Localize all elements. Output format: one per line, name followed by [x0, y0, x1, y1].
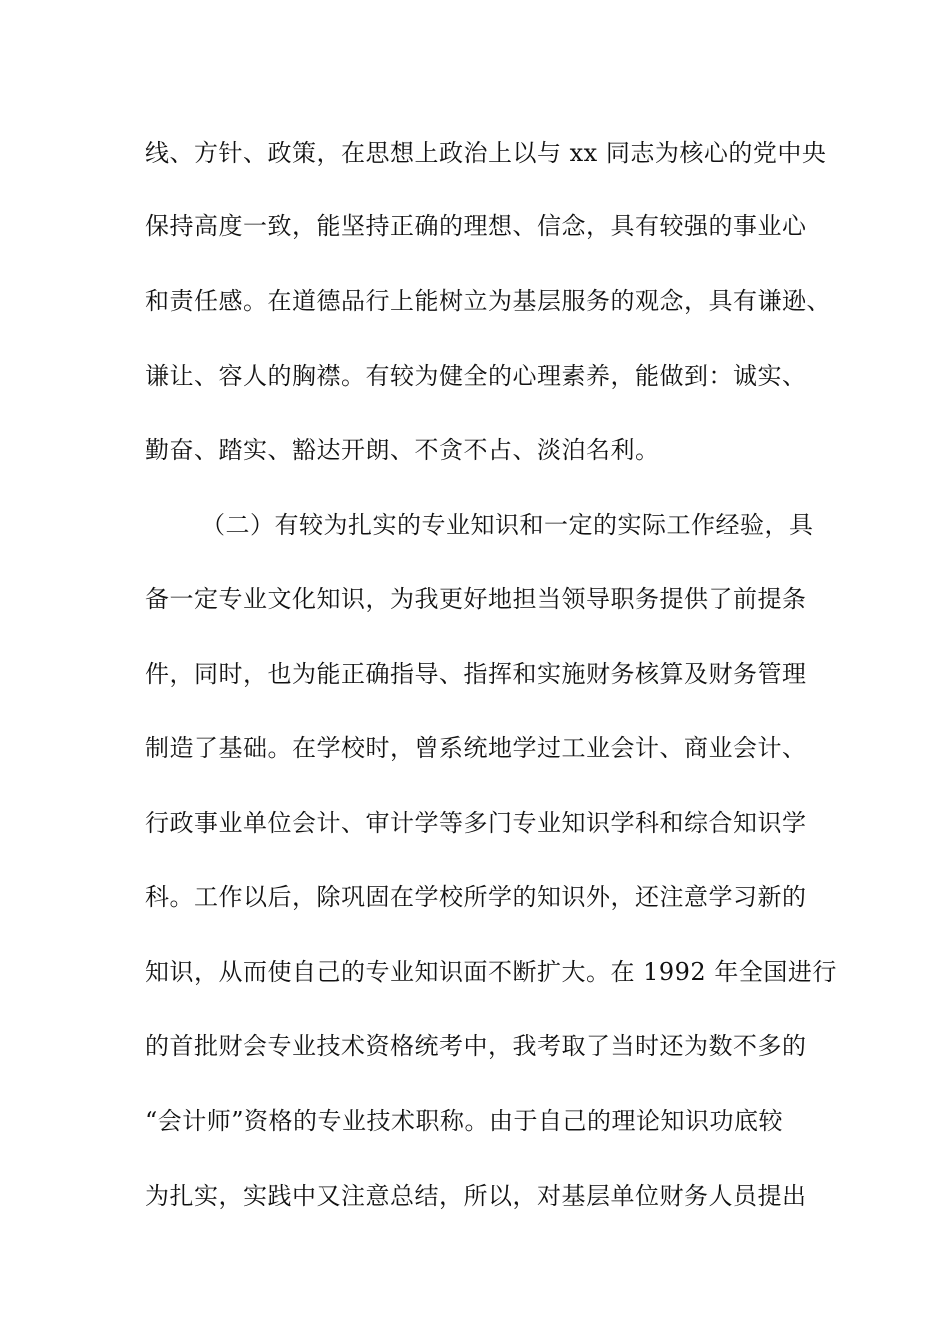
- paragraph-start-line: （二）有较为扎实的专业知识和一定的实际工作经验，具: [201, 511, 814, 539]
- text-line: 和责任感。在道德品行上能树立为基层服务的观念，具有谦逊、: [145, 287, 831, 315]
- text-line: 保持高度一致，能坚持正确的理想、信念，具有较强的事业心: [145, 212, 807, 240]
- text-line: 为扎实，实践中又注意总结，所以，对基层单位财务人员提出: [145, 1182, 807, 1210]
- text-line: 件，同时，也为能正确指导、指挥和实施财务核算及财务管理: [145, 660, 807, 688]
- text-line: 谦让、容人的胸襟。有较为健全的心理素养，能做到：诚实、: [145, 362, 807, 390]
- text-line: “会计师”资格的专业技术职称。由于自己的理论知识功底较: [145, 1107, 784, 1135]
- text-line: 科。工作以后，除巩固在学校所学的知识外，还注意学习新的: [145, 883, 807, 911]
- text-line: 的首批财会专业技术资格统考中，我考取了当时还为数不多的: [145, 1032, 807, 1060]
- text-line: 备一定专业文化知识，为我更好地担当领导职务提供了前提条: [145, 585, 807, 613]
- text-line: 知识，从而使自己的专业知识面不断扩大。在 1992 年全国进行: [145, 958, 837, 986]
- text-line: 制造了基础。在学校时，曾系统地学过工业会计、商业会计、: [145, 734, 807, 762]
- text-line: 线、方针、政策，在思想上政治上以与 xx 同志为核心的党中央: [145, 139, 827, 167]
- text-line: 勤奋、踏实、豁达开朗、不贪不占、淡泊名利。: [145, 436, 660, 464]
- text-line: 行政事业单位会计、审计学等多门专业知识学科和综合知识学: [145, 809, 807, 837]
